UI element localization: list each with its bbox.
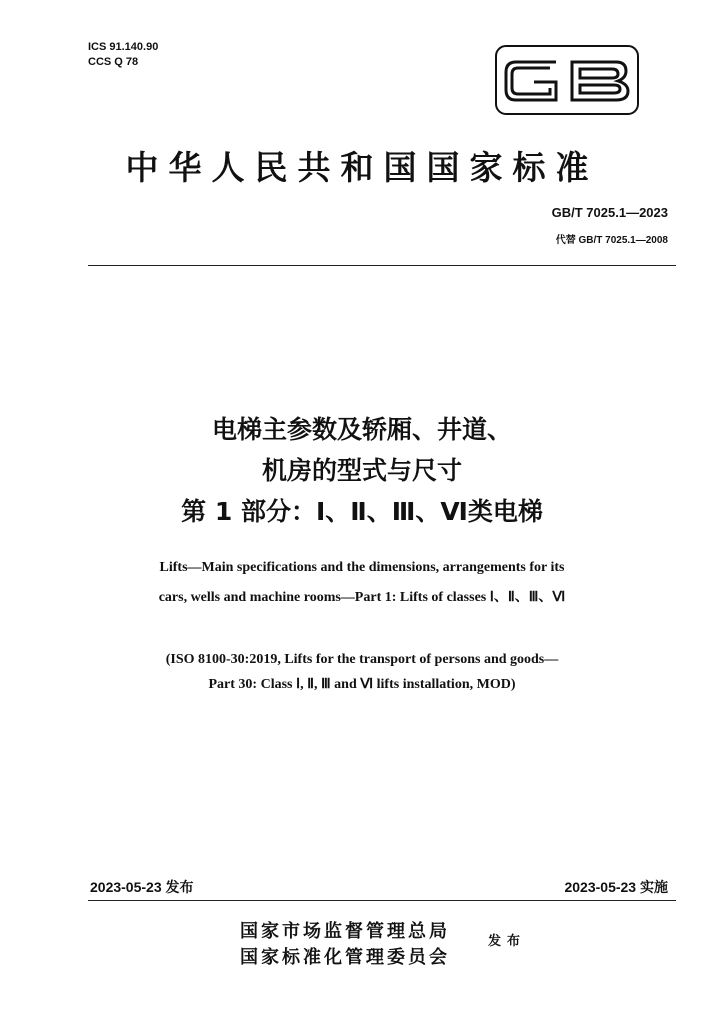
national-standard-title: 中华人民共和国国家标准 xyxy=(125,148,599,187)
ccs-code: CCS Q 78 xyxy=(88,56,139,68)
issue-date: 2023-05-23 发布 xyxy=(90,879,194,895)
issuer-sac: 国家标准化管理委员会 xyxy=(240,947,450,968)
iso-reference-line-2: Part 30: Class Ⅰ, Ⅱ, Ⅲ and Ⅵ lifts installation, MOD) xyxy=(208,677,516,692)
title-en-line-1: Lifts—Main specifications and the dimensions, arrangements for its xyxy=(159,560,565,575)
issuer-samr: 国家市场监督管理总局 xyxy=(240,921,450,942)
ics-code: ICS 91.140.90 xyxy=(88,41,159,53)
title-en-line-2: cars, wells and machine rooms—Part 1: Lifts of classes Ⅰ、Ⅱ、Ⅲ、Ⅵ xyxy=(158,590,566,605)
issue-label: 发布 xyxy=(488,934,527,949)
implementation-date: 2023-05-23 实施 xyxy=(564,879,668,895)
replaces-standard: 代替 GB/T 7025.1—2008 xyxy=(555,235,668,246)
footer-divider xyxy=(88,900,676,901)
gb-logo xyxy=(494,44,640,116)
title-cn-line-2: 机房的型式与尺寸 xyxy=(261,456,462,485)
iso-reference-line-1: (ISO 8100-30:2019, Lifts for the transport of persons and goods— xyxy=(165,652,559,667)
title-cn-line-3: 第 1 部分：Ⅰ、Ⅱ、Ⅲ、Ⅵ类电梯 xyxy=(181,497,543,526)
header-divider xyxy=(88,265,676,266)
classification-codes xyxy=(88,40,158,70)
title-cn-line-1: 电梯主参数及轿厢、井道、 xyxy=(211,415,512,444)
standard-number: GB/T 7025.1—2023 xyxy=(551,205,668,220)
